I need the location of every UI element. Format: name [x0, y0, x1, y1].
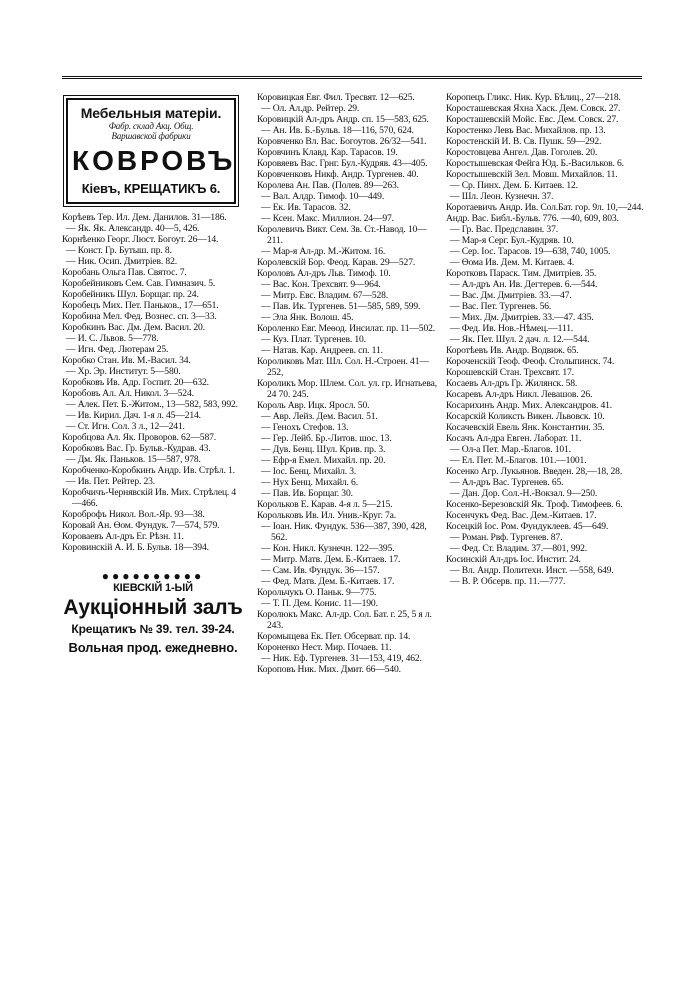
directory-entry: — Вас. Пет. Тургенев. 56.: [450, 301, 552, 312]
directory-entry: — Т. П. Дем. Конис. 11—190.: [261, 598, 378, 609]
ad-line-3: Варшавской фабрики: [111, 131, 191, 141]
directory-entry: Коробчичъ-Чернявскій Ив. Мих. Стрѣлец. 4—466.: [62, 487, 237, 509]
directory-entry: — Мар-я Серг. Бул.-Кудряв. 10.: [450, 235, 574, 246]
directory-entry: Корошевскій Стан. Трехсвят. 17.: [446, 367, 574, 378]
directory-entry: Королева Ан. Пав. (Полев. 89—263.: [257, 180, 399, 191]
directory-entry: Коротковъ Параск. Тим. Дмитріев. 35.: [446, 268, 597, 279]
directory-entry: Коростенко Левъ Вас. Михайлов. пр. 13.: [446, 125, 606, 136]
directory-entry: Корольковъ Ив. Ил. Унив.-Круг. 7а.: [257, 510, 396, 521]
advertisement-auction: [62, 571, 244, 656]
directory-entry: Коробковъ Ив. Адр. Госпит. 20—632.: [62, 377, 209, 388]
directory-entry: Андр. Вас. Библ.-Бульв. 776. —40, 609, 803.: [446, 213, 619, 224]
directory-entry: Косенчукъ Фед. Вас. Дем.-Китаев. 17.: [446, 510, 597, 521]
directory-entry: — Фед. Ив. Нов.-Нѣмец.—111.: [450, 323, 574, 334]
directory-entry: Коробковъ Вас. Гр. Бульв.-Кудрав. 43.: [62, 443, 211, 454]
directory-entry: Коромыщева Ек. Пет. Обсерват. пр. 14.: [257, 631, 411, 642]
directory-entry: Коровчинъ Клавд. Кар. Тарасов. 19.: [257, 147, 398, 158]
directory-entry: — Ек. Ив. Тарасов. 32.: [261, 202, 351, 213]
directory-entry: Коростенскій И. В. Св. Пушк. 59—292.: [446, 136, 602, 147]
directory-entry: Корольков Е. Карав. 4-я л. 5—215.: [257, 499, 393, 510]
directory-entry: — Ив. Пет. Рейтер. 23.: [66, 476, 156, 487]
directory-entry: Короликовъ Мат. Шл. Сол. Н.-Строен. 41—252,: [257, 356, 429, 378]
directory-entry: Короваевъ Ал-дръ Ег. Рѣзн. 11.: [62, 531, 184, 542]
directory-entry: — Ал-дръ Вас. Тургенев. 65.: [450, 477, 564, 488]
directory-entry: Косаевъ Ал-дръ Гр. Жилянск. 58.: [446, 378, 578, 389]
ad-line-2: Фабр. склад Акц. Общ.: [108, 121, 194, 131]
directory-entry: Короликъ Мор. Шлем. Сол. ул. гр. Игнатьева, 24 70. 245.: [257, 378, 437, 400]
directory-entry: — Дан. Дор. Сол.-Н.-Вокзал. 9—250.: [450, 488, 598, 499]
directory-entry: — Гр. Вас. Предславин. 37.: [450, 224, 558, 235]
directory-entry: Корѣевъ Тер. Ил. Дем. Данилов. 31—186.: [62, 212, 227, 223]
directory-entry: — Митр. Евс. Владим. 67—528.: [261, 290, 389, 301]
directory-entry: — Іос. Бенц. Михайл. 3.: [261, 466, 357, 477]
directory-entry: — Роман. Рвф. Тургенев. 87.: [450, 532, 563, 543]
directory-entry: — Гер. Лейб. Бр.-Литов. шос. 13.: [261, 433, 392, 444]
entries-column-1: [62, 212, 244, 553]
entries-column-3: [446, 92, 646, 587]
directory-entry: Королюкъ Макс. Ал-др. Сол. Бат. г. 25, 5 я л. 243.: [257, 609, 432, 631]
directory-entry: — Іоан. Ник. Фундук. 536—387, 390, 428, 562.: [261, 521, 427, 543]
directory-entry: — И. С. Львов. 5—778.: [66, 333, 159, 344]
directory-entry: — Ефр-я Емел. Михайл. пр. 20.: [261, 455, 386, 466]
directory-entry: Коровицкая Евг. Фил. Тресвят. 12—625.: [257, 92, 415, 103]
directory-entry: — Игн. Фед. Лютерам 25.: [66, 344, 169, 355]
directory-entry: Коровинскій А. И. Б. Бульв. 18—394.: [62, 542, 209, 553]
directory-entry: — Пав. Ив. Борщаг. 30.: [261, 488, 353, 499]
directory-entry: — Шл. Леон. Кузнечн. 37.: [450, 191, 554, 202]
directory-entry: Короченскій Теоф. Феоф. Столыпинск. 74.: [446, 356, 615, 367]
directory-entry: — Куз. Плат. Тургенев. 10.: [261, 334, 366, 345]
directory-entry: Коробань Ольга Пав. Святос. 7.: [62, 267, 187, 278]
directory-entry: Коротѣевъ Ив. Андр. Водвиж. 65.: [446, 345, 579, 356]
directory-entry: Коробейниковъ Сем. Сав. Гимназич. 5.: [62, 278, 216, 289]
top-rule: [62, 76, 642, 79]
directory-entry: Короненко Нест. Мир. Почаев. 11.: [257, 642, 392, 653]
directory-entry: Косаревъ Ал-дръ Никл. Левашов. 26.: [446, 389, 593, 400]
directory-entry: — Фед. Матв. Дем. Б.-Китаев. 17.: [261, 576, 395, 587]
entries-column-2: [257, 92, 437, 675]
directory-entry: Коросташевская Яхна Хаск. Дем. Совск. 27.: [446, 103, 621, 114]
directory-entry: — Ник. Еф. Тургенев. 31—153, 419, 462.: [261, 653, 422, 664]
ad-title: КОВРОВЪ: [72, 145, 236, 176]
directory-entry: — Ол. Ал.др. Рейтер. 29.: [261, 103, 360, 114]
directory-entry: — Ив. Кирил. Дач. 1-я л. 45—214.: [66, 410, 201, 421]
directory-entry: — Митр. Матв. Дем. Б.-Китаев. 17.: [261, 554, 401, 565]
directory-entry: — Пав. Ик. Тургенев. 51—585, 589, 599.: [261, 301, 421, 312]
directory-entry: — Як. Пет. Шул. 2 дач. л. 12.—544.: [450, 334, 590, 345]
ad-address: Кіевъ, КРЕЩАТИКЪ 6.: [81, 181, 221, 196]
directory-entry: Косарскій Коликсть Викен. Львовск. 10.: [446, 411, 605, 422]
directory-entry: Короброфъ Никол. Вол.-Яр. 93—38.: [62, 509, 205, 520]
directory-entry: Коростышевскій Зел. Мовш. Михайлов. 11.: [446, 169, 618, 180]
directory-entry: — Конст. Гр. Бутыш. пр. 8.: [66, 245, 172, 256]
directory-entry: Косецкій Іос. Ром. Фундуклеев. 45—649.: [446, 521, 609, 532]
directory-entry: Короловъ Ал-дръ Льв. Тимоф. 10.: [257, 268, 391, 279]
directory-entry: Коровченковъ Никф. Андр. Тургенев. 40.: [257, 169, 419, 180]
directory-entry: Коробкинъ Вас. Дм. Дем. Васил. 20.: [62, 322, 205, 333]
advertisement-carpets: [66, 98, 236, 204]
directory-entry: — В. Р. Обсерв. пр. 11.—777.: [450, 576, 566, 587]
directory-entry: — Дм. Як. Паньков. 15—587, 978.: [66, 454, 201, 465]
directory-entry: Королевичъ Викт. Сем. Зв. Ст.-Навод. 10—211.: [257, 224, 427, 246]
directory-entry: Коровченко Вл. Вас. Богоутов. 26/32—541.: [257, 136, 427, 147]
ad-dots: ●●●●●●●●●●: [101, 569, 205, 583]
directory-entry: — Як. Як. Александр. 40—5, 426.: [66, 223, 200, 234]
directory-entry: — Ол-а Пет. Мар.-Благов. 101.: [450, 444, 571, 455]
directory-entry: — Геноxъ Стефов. 13.: [261, 422, 349, 433]
directory-entry: — Мар-я Ал-др. М.-Житом. 16.: [261, 246, 386, 257]
directory-entry: Коростышевская Фейга Юд. Б.-Васильков. 6.: [446, 158, 624, 169]
directory-entry: Коробейникъ Шул. Борщаг. пр. 24.: [62, 289, 199, 300]
directory-entry: — Фед. Ст. Владим. 37.—801, 992.: [450, 543, 588, 554]
directory-entry: — Вал. Алдр. Тимоф. 10—449.: [261, 191, 385, 202]
directory-entry: — Вл. Андр. Политехн. Инст. —558, 649.: [450, 565, 614, 576]
directory-entry: Коробченко-Коробкинъ Андр. Ив. Стрѣл. 1.: [62, 465, 235, 476]
directory-entry: — Натав. Кар. Андреев. сп. 11.: [261, 345, 383, 356]
directory-entry: — Эла Янк. Волош. 45.: [261, 312, 354, 323]
directory-entry: Коротаевичъ Андр. Ив. Сол.Бат. гор. 9л. 10,—244.: [446, 202, 644, 213]
directory-entry: Коросташевскій Мойс. Евс. Дем. Совск. 27.: [446, 114, 619, 125]
directory-entry: — Авр. Лейз. Дем. Васил. 51.: [261, 411, 378, 422]
directory-entry: Коробина Мел. Фед. Вознес. сп. 3—33.: [62, 311, 217, 322]
directory-entry: — Ал-дръ Ан. Ив. Дегтерев. 6.—544.: [450, 279, 598, 290]
ad-line-1: Мебельныя матеріи.: [80, 105, 222, 121]
directory-entry: Коробецъ Мих. Пет. Паньков., 17—651.: [62, 300, 219, 311]
directory-entry: — Вас. Дм. Дмитріев. 33.—47.: [450, 290, 572, 301]
directory-entry: Корольчукъ О. Паньк. 9—775.: [257, 587, 377, 598]
directory-entry: — Ѳома Ив. Дем. М. Китаев. 4.: [450, 257, 575, 268]
directory-entry: — Хр. Эр. Институт. 5—580.: [66, 366, 181, 377]
directory-entry: Коровай Ан. Ѳом. Фундук. 7—574, 579.: [62, 520, 220, 531]
directory-entry: — Алек. Пет. Б.-Житом., 13—582, 583, 992.: [66, 399, 238, 410]
ad-title: Аукціонный залъ: [63, 596, 243, 619]
directory-entry: Коробовъ Ал. Ал. Никол. 3—524.: [62, 388, 194, 399]
directory-entry: Коровицкій Ал-дръ Андр. сп. 15—583, 625.: [257, 114, 429, 125]
directory-entry: Косарихинъ Андр. Мих. Александров. 41.: [446, 400, 612, 411]
column-3: [446, 92, 646, 587]
directory-entry: Коробко Стан. Ив. М.-Васил. 34.: [62, 355, 191, 366]
directory-entry: — Ксен. Макс. Миллион. 24—97.: [261, 213, 394, 224]
directory-entry: Косенко-Березовскій Як. Троф. Тимофеев. 6.: [446, 499, 623, 510]
directory-entry: Коровяевъ Вас. Грнг. Бул.-Кудряв. 43—405.: [257, 158, 428, 169]
directory-entry: — Ан. Ив. Б.-Бульв. 18—116, 570, 624.: [261, 125, 414, 136]
directory-entry: — Нух Бенц. Михайл. 6.: [261, 477, 358, 488]
directory-entry: Корнѣенко Георг. Люст. Богоут. 26—14.: [62, 234, 219, 245]
directory-entry: — Ник. Осип. Дмитріев. 82.: [66, 256, 177, 267]
directory-entry: — Ст. Игн. Сол. 3 л., 12—241.: [66, 421, 185, 432]
directory-entry: — Кон. Никл. Кузнечн. 122—395.: [261, 543, 395, 554]
directory-entry: Косенко Агр. Лукьянов. Введен. 28,—18, 28.: [446, 466, 623, 477]
directory-entry: Косачевскій Евель Янк. Константин. 35.: [446, 422, 605, 433]
directory-entry: Коробцова Ал. Як. Проворов. 62—587.: [62, 432, 216, 443]
directory-entry: — Ел. Пет. М.-Благов. 101.—1001.: [450, 455, 587, 466]
directory-entry: Косачъ Ал-дра Евген. Лаборат. 11.: [446, 433, 582, 444]
directory-entry: — Вас. Кон. Трехсвят. 9—964.: [261, 279, 381, 290]
ad-address: Крещатикъ № 39. тел. 39-24.: [71, 622, 235, 636]
directory-entry: — Сер. Іос. Тарасов. 19—638, 740, 1005.: [450, 246, 611, 257]
directory-entry: Короленко Евг. Меѳод. Инсилат. пр. 11—502.: [257, 323, 435, 334]
directory-entry: Коростовцева Ангел. Дав. Гоголев. 20.: [446, 147, 598, 158]
column-1: [62, 92, 244, 656]
directory-entry: — Мих. Дм. Дмитріев. 33.—47. 435.: [450, 312, 594, 323]
directory-entry: — Ср. Пинх. Дем. Б. Китаев. 12.: [450, 180, 578, 191]
directory-entry: Короповъ Ник. Мих. Дмит. 66—540.: [257, 664, 401, 675]
directory-entry: Коропецъ Гликс. Ник. Кур. Бѣлиц., 27—218.: [446, 92, 621, 103]
directory-entry: Королевскій Бор. Феод. Карав. 29—527.: [257, 257, 416, 268]
ad-line-1: КІЕВСКІЙ 1-ЫЙ: [113, 582, 193, 594]
directory-entry: — Дув. Бенц. Шул. Крив. пр. 3.: [261, 444, 386, 455]
directory-entry: — Сам. Ив. Фундук. 36—157.: [261, 565, 380, 576]
directory-entry: Король Авр. Ицк. Яросл. 50.: [257, 400, 370, 411]
ad-tagline: Вольная прод. ежедневно.: [68, 640, 238, 655]
column-2: [257, 92, 437, 675]
directory-entry: Косинскій Ал-дръ Іос. Инстит. 24.: [446, 554, 581, 565]
